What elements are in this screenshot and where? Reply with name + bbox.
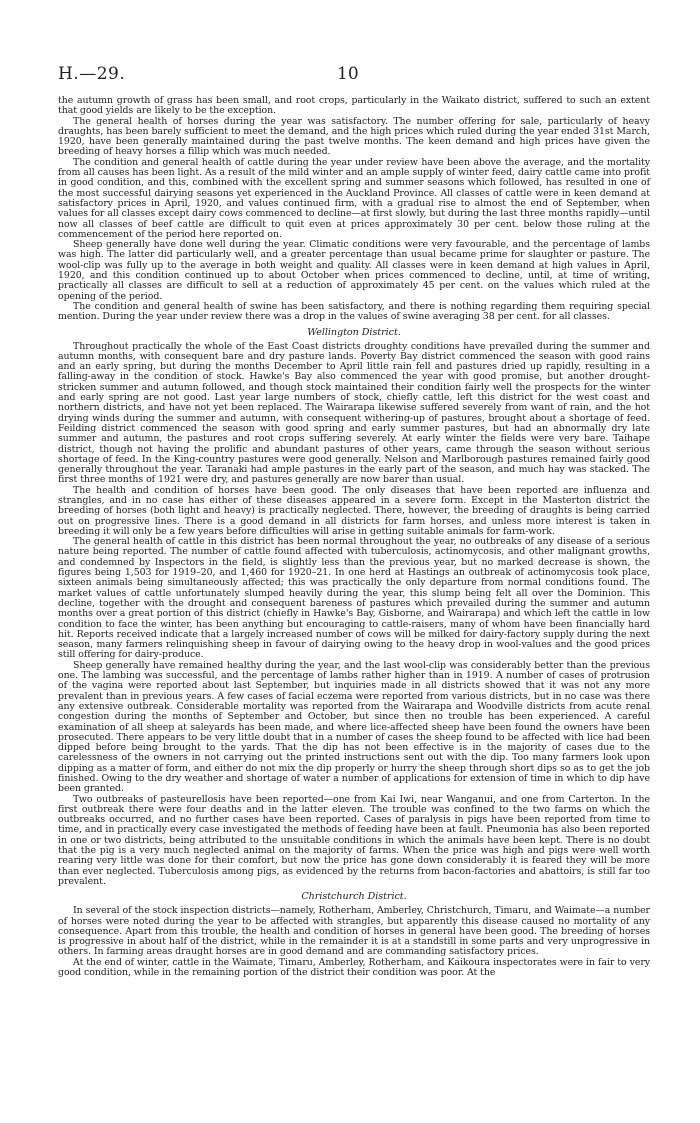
page-number: 10 — [337, 64, 359, 84]
christchurch-section — [58, 906, 650, 978]
paragraph: At the end of winter, cattle in the Waimate, Timaru, Amberley, Rotherham, and Kaikoura inspectorates were in fair to very good condition, while in the remaining portion of the district their condition was poor. At the — [58, 956, 650, 979]
section-heading-christchurch: Christchurch District. — [301, 891, 407, 903]
paragraph: The health and condition of horses have been good. The only diseases that have been reported are influenza and strangles, and in no case has either of these diseases appeared in a severe form. Except in the Masterton district the breeding of horses (both light and heavy) is practically neglected. There, however, the breeding of draughts is being carried out on progressive lines. There is a good demand in all districts for farm horses, and unless more interest is taken in breeding it will only be a few years before difficulties will arise in getting suitable animals for farm-work. — [58, 484, 650, 537]
paragraph: Sheep generally have remained healthy during the year, and the last wool-clip was considerably better than the previous one. The lambing was successful, and the percentage of lambs rather higher than in 1919. A number of cases of protrusion of the vagina were reported about last September, but inquiries made in all districts showed that it was not any more prevalent than in previous years. A few cases of facial eczema were reported from various districts, but in no case was there any extensive outbreak. Considerable mortality was reported from the Wairarapa and Woodville districts from acute renal congestion during the months of September and October, but since then no trouble has been experienced. A careful examination of all sheep at saleyards has been made, and where lice-affected sheep have been found the owners have been prosecuted. There appears to be very little doubt that in a number of cases the sheep found to be affected with lice had been dipped before being brought to the yards. That the dip has not been effective is in the majority of cases due to the carelessness of the owners in not carrying out the printed instructions sent out with the dip. Too many farmers look upon dipping as a matter of form, and either do not mix the dip properly or hurry the sheep through short dips so as to get the job finished. Owing to the dry weather and shortage of water a number of applications for extension of time in which to dip have been granted. — [58, 659, 650, 795]
paragraph: Sheep generally have done well during the year. Climatic conditions were very favourable, and the percentage of lambs was high. The latter did particularly well, and a greater percentage than usual became prime for slaughter or pasture. The wool-clip was fully up to the average in both weight and quality. All classes were in keen demand at high values in April, 1920, and this condition continued up to about October when prices commenced to decline, until, at time of writing, practically all classes are difficult to sell at a reduction of approximately 45 per cent. on the values which ruled at the opening of the period. — [58, 239, 650, 302]
paragraph: the autumn growth of grass has been small, and root crops, particularly in the Waikato district, suffered to such an extent that good yields are likely to be the exception. — [58, 95, 650, 117]
document-reference: H.—29. — [58, 64, 126, 84]
paragraph: The general health of horses during the year was satisfactory. The number offering for sale, particularly of heavy draughts, has been barely sufficient to meet the demand, and the high prices which ruled during the year ended 31st March, 1920, have been generally maintained during the past twelve months. The keen demand and high prices have given the breeding of heavy horses a fillip which was much needed. — [58, 115, 650, 158]
paragraph: The condition and general health of cattle during the year under review have been above the average, and the mortality from all causes has been light. As a result of the mild winter and an ample supply of winter feed, dairy cattle came into profit in good condition, and this, combined with the excellent spring and summer seasons which followed, has resulted in one of the most successful dairying seasons yet experienced in the Auckland Province. All classes of cattle were in keen demand at satisfactory prices in April, 1920, and values continued firm, with a gradual rise to almost the end of September, when values for all classes except dairy cows commenced to decline—at first slowly, but during the last three months rapidly—until now all classes of beef cattle are difficult to quit even at prices approximately 30 per cent. below those ruling at the commencement of the period here reported on. — [58, 156, 650, 240]
wellington-section — [58, 342, 650, 888]
section-heading-wellington: Wellington District. — [307, 326, 401, 338]
report-body — [58, 96, 650, 978]
paragraph: The condition and general health of swine has been satisfactory, and there is nothing regarding them requiring special mention. During the year under review there was a drop in the values of swine averaging 38 per cent. for all classes. — [58, 300, 650, 323]
paragraph: Throughout practically the whole of the East Coast districts droughty conditions have prevailed during the summer and autumn months, with consequent bare and dry pasture lands. Poverty Bay district commenced the season with good rains and an early spring, but during the months December to April little rain fell and pastures dried up rapidly, resulting in a falling-away in the condition of stock. Hawke's Bay also commenced the year with good promise, but another drought-stricken summer and autumn followed, and though stock maintained their condition fairly well the prospects for the winter and early spring are not good. Last year large numbers of stock, chiefly cattle, left this district for the west coast and northern districts, and have not yet been replaced. The Wairarapa likewise suffered severely from want of rain, and the hot drying winds during the summer and autumn, with consequent withering-up of pastures, brought about a shortage of feed. Feilding district commenced the season with good spring and early summer pastures, but had an abnormally dry late summer and autumn, the pastures and root crops suffering severely. At early winter the fields were very bare. Taihape district, though not having the prolific and abundant pastures of other years, came through the season without serious shortage of feed. In the King-country pastures were good generally. Nelson and Marlborough pastures remained fairly good generally throughout the year. Taranaki had ample pastures in the early part of the season, and much hay was stacked. The first three months of 1921 were dry, and pastures generally are now barer than usual. — [58, 340, 650, 486]
paragraph: In several of the stock inspection districts—namely, Rotherham, Amberley, Christchurch, Timaru, and Waimate—a number of horses were noted during the year to be affected with strangles, but apparently this disease caused no mortality of any consequence. Apart from this trouble, the health and condition of horses in general have been good. The breeding of horses is progressive in about half of the district, while in the remainder it is at a standstill in some parts and very unprogressive in others. In farming areas draught horses are in good demand and are commanding satisfactory prices. — [58, 905, 650, 958]
paragraph: The general health of cattle in this district has been normal throughout the year, no outbreaks of any disease of a serious nature being reported. The number of cattle found affected with tuberculosis, actinomycosis, and other malignant growths, and condemned by Inspectors in the field, is slightly less than the previous year, but no marked decrease is shown, the figures being 1,503 for 1919–20, and 1,460 for 1920–21. In one herd at Hastings an outbreak of actinomycosis took place, sixteen animals being simultaneously affected; this was practically the only departure from normal conditions found. The market values of cattle unfortunately slumped heavily during the year, this slump being felt all over the Dominion. This decline, together with the drought and consequent bareness of pastures which prevailed during the summer and autumn months over a great portion of this district (chiefly in Hawke's Bay, Gisborne, and Wairarapa) and which left the cattle in low condition to face the winter, has been anything but encouraging to cattle-raisers, many of whom have been financially hard hit. Reports received indicate that a largely increased number of cows will be milked for dairy-factory supply during the next season, many farmers relinquishing sheep in favour of dairying owing to the heavy drop in wool-values and the good prices still offering for dairy-produce. — [58, 536, 650, 661]
auckland-section — [58, 96, 650, 323]
paragraph: Two outbreaks of pasteurellosis have been reported—one from Kai Iwi, near Wanganui, and one from Carterton. In the first outbreak there were four deaths and in the latter eleven. The trouble was confined to the two farms on which the outbreaks occurred, and no further cases have been reported. Cases of paralysis in pigs have been reported from time to time, and in practically every case investigated the methods of feeding have been at fault. Pneumonia has also been reported in one or two districts, being attributed to the unsuitable conditions in which the animals have been kept. There is no doubt that the pig is a very much neglected animal on the majority of farms. When the price was high and pigs were well worth rearing very little was done for their comfort, but now the price has gone down considerably it is feared they will be more than ever neglected. Tuberculosis among pigs, as evidenced by the returns from bacon-factories and abattoirs, is still far too prevalent. — [58, 793, 650, 887]
page-header — [58, 62, 650, 86]
